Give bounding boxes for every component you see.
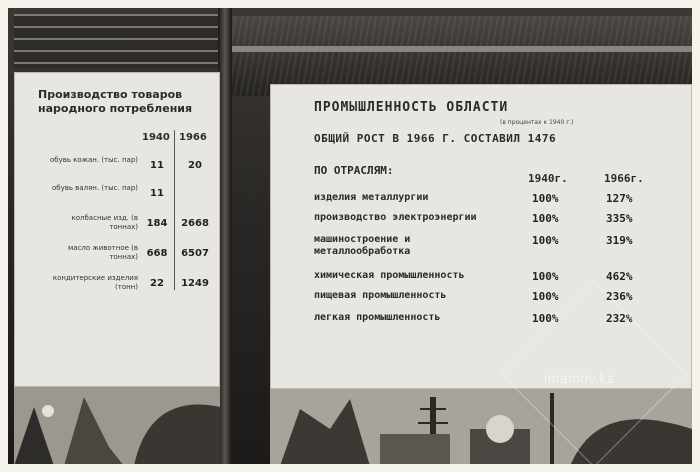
row-value-1966: 1249: [181, 278, 209, 289]
col-1940-header: 1940г.: [528, 172, 568, 185]
industry-value-1966: 232%: [606, 312, 633, 325]
row-value-1966: 2668: [181, 218, 209, 229]
industry-value-1940: 100%: [532, 234, 559, 247]
column-divider: [174, 130, 175, 290]
row-value-1940: 11: [150, 188, 164, 199]
row-value-1940: 184: [146, 218, 168, 229]
total-growth-text: ОБЩИЙ РОСТ В 1966 Г. СОСТАВИЛ 1476: [314, 132, 557, 145]
row-value-1940: 11: [150, 160, 164, 171]
industry-row-label: изделия металлургии: [314, 192, 429, 203]
row-label: обувь кожан. (тыс. пар): [49, 156, 138, 164]
row-label: колбасные изд. (в тоннах): [71, 214, 138, 231]
col-1966-header: 1966: [179, 132, 207, 143]
industry-value-1966: 335%: [606, 212, 633, 225]
row-label: кондитерские изделия (тонн): [52, 274, 138, 291]
industry-value-1966: 236%: [606, 290, 633, 303]
industry-value-1940: 100%: [532, 290, 559, 303]
industry-value-1940: 100%: [532, 312, 559, 325]
industry-row-label: пищевая промышленность: [314, 290, 447, 301]
industry-value-1966: 127%: [606, 192, 633, 205]
consumer-goods-title: Производство товаров народного потребления: [38, 88, 193, 115]
industry-subtitle: (в процентах к 1940 г.): [500, 119, 574, 126]
industry-row-label: машиностроение и металлообработка: [314, 234, 411, 257]
industry-value-1966: 462%: [606, 270, 633, 283]
row-value-1940: 22: [150, 278, 164, 289]
row-value-1966: 20: [188, 160, 202, 171]
col-1940-header: 1940: [142, 132, 170, 143]
industry-row-label: химическая промышленность: [314, 270, 465, 281]
row-value-1966: 6507: [181, 248, 209, 259]
mural-left: [14, 387, 220, 466]
watermark-text: imamov.kz: [544, 370, 615, 386]
col-1966-header: 1966г.: [604, 172, 644, 185]
industry-row-label: производство электроэнергии: [314, 212, 477, 223]
industry-row-label: легкая промышленность: [314, 312, 441, 323]
industry-value-1940: 100%: [532, 212, 559, 225]
row-value-1940: 668: [146, 248, 168, 259]
mural-left-art: [14, 387, 220, 466]
consumer-goods-board: [14, 72, 220, 387]
industry-value-1966: 319%: [606, 234, 633, 247]
frame-beam: [228, 46, 698, 52]
branches-heading: ПО ОТРАСЛЯМ:: [314, 164, 394, 177]
industry-title: ПРОМЫШЛЕННОСТЬ ОБЛАСТИ: [314, 100, 509, 115]
metal-grille: [14, 14, 219, 68]
row-label: обувь валян. (тыс. пар): [51, 184, 138, 192]
row-label: масло животное (в тоннах): [68, 244, 138, 261]
support-pole: [218, 8, 232, 472]
industry-value-1940: 100%: [532, 192, 559, 205]
industry-value-1940: 100%: [532, 270, 559, 283]
